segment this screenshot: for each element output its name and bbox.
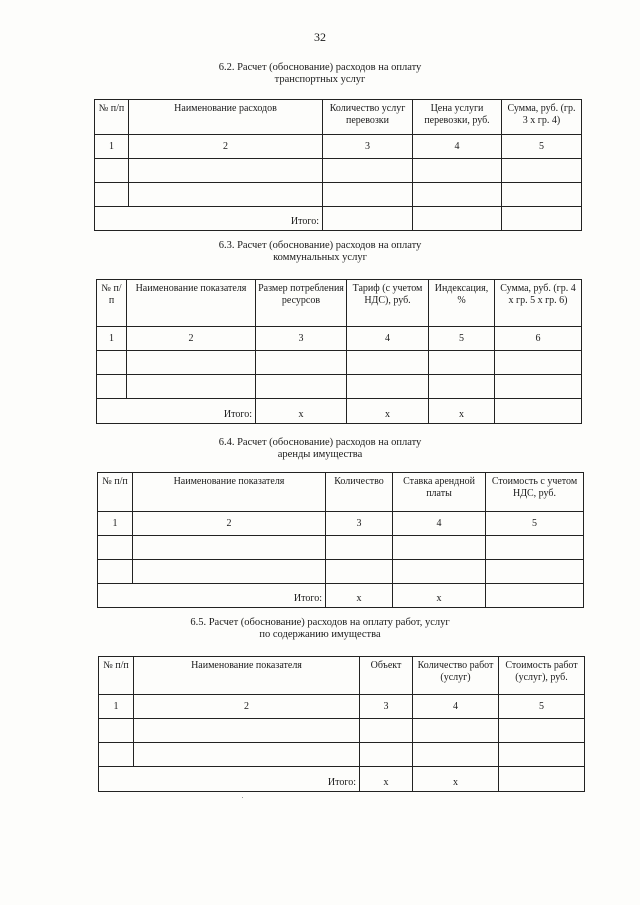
column-header: Количество работ (услуг) [413,657,499,695]
table-row [99,719,585,743]
column-number: 3 [326,512,393,536]
total-row [95,207,582,231]
column-number: 5 [502,135,582,159]
header-row [98,473,584,512]
column-number: 4 [413,135,502,159]
column-header: Сумма, руб. (гр. 4 х гр. 5 х гр. 6) [495,280,582,327]
total-label: Итого: [97,399,256,424]
total-row [98,584,584,608]
column-number: 4 [413,695,499,719]
column-number: 6 [495,327,582,351]
column-number: 5 [486,512,584,536]
column-number: 2 [134,695,360,719]
total-mark: х [413,767,499,792]
column-number: 1 [99,695,134,719]
column-header: Наименование показателя [127,280,256,327]
table-row [98,536,584,560]
column-header: Наименование расходов [129,100,323,135]
column-number: 1 [98,512,133,536]
section-title-line: 6.4. Расчет (обоснование) расходов на оплату [218,437,422,448]
column-number-row [99,695,585,719]
column-number: 1 [95,135,129,159]
section-title-line: аренды имущества [277,449,363,460]
column-header: Количество услуг перевозки [323,100,413,135]
column-header: Цена услуги перевозки, руб. [413,100,502,135]
column-header: Размер потребления ресурсов [256,280,347,327]
column-number: 4 [347,327,429,351]
column-number: 2 [129,135,323,159]
column-header: Тариф (с учетом НДС), руб. [347,280,429,327]
total-mark: х [326,584,393,608]
section-6-4-title [0,437,640,461]
section-title-line: 6.2. Расчет (обоснование) расходов на оплату [218,62,422,73]
table-6-4 [97,472,584,608]
section-6-5-title [0,617,640,641]
table-row [95,183,582,207]
section-title-line: по содержанию имущества [259,629,381,640]
column-number: 5 [499,695,585,719]
page-number: 32 [314,30,326,44]
column-number-row [98,512,584,536]
column-header: Индексация, % [429,280,495,327]
column-header: Стоимость работ (услуг), руб. [499,657,585,695]
table-6-2 [94,99,582,231]
column-header: Наименование показателя [134,657,360,695]
total-row [97,399,582,424]
column-number: 3 [256,327,347,351]
column-number: 2 [133,512,326,536]
section-title-line: 6.5. Расчет (обоснование) расходов на оплату работ, услуг [190,617,450,628]
column-header: № п/п [95,100,129,135]
total-row [99,767,585,792]
column-header: Стоимость с учетом НДС, руб. [486,473,584,512]
column-number: 2 [127,327,256,351]
column-header: Количество [326,473,393,512]
column-header: Ставка арендной платы [393,473,486,512]
table-row [97,351,582,375]
scan-speck [242,797,243,798]
column-number-row [95,135,582,159]
total-mark: х [429,399,495,424]
total-mark: х [347,399,429,424]
column-number-row [97,327,582,351]
header-row [97,280,582,327]
column-header: № п/п [99,657,134,695]
table-6-3 [96,279,582,424]
total-mark: х [393,584,486,608]
total-label: Итого: [99,767,360,792]
column-number: 4 [393,512,486,536]
column-number: 5 [429,327,495,351]
table-row [99,743,585,767]
column-number: 3 [360,695,413,719]
column-number: 3 [323,135,413,159]
section-title-line: коммунальных услуг [273,252,367,263]
column-header: Сумма, руб. (гр. 3 х гр. 4) [502,100,582,135]
header-row [99,657,585,695]
column-header: Наименование показателя [133,473,326,512]
column-header: Объект [360,657,413,695]
section-6-2-title [0,62,640,86]
total-label: Итого: [98,584,326,608]
column-header: № п/п [98,473,133,512]
total-label: Итого: [95,207,323,231]
table-row [95,159,582,183]
table-row [98,560,584,584]
total-mark: х [256,399,347,424]
column-header: № п/п [97,280,127,327]
section-6-3-title [0,240,640,264]
section-title-line: транспортных услуг [274,74,366,85]
section-title-line: 6.3. Расчет (обоснование) расходов на оплату [218,240,422,251]
header-row [95,100,582,135]
total-mark: х [360,767,413,792]
table-row [97,375,582,399]
column-number: 1 [97,327,127,351]
table-6-5 [98,656,585,792]
